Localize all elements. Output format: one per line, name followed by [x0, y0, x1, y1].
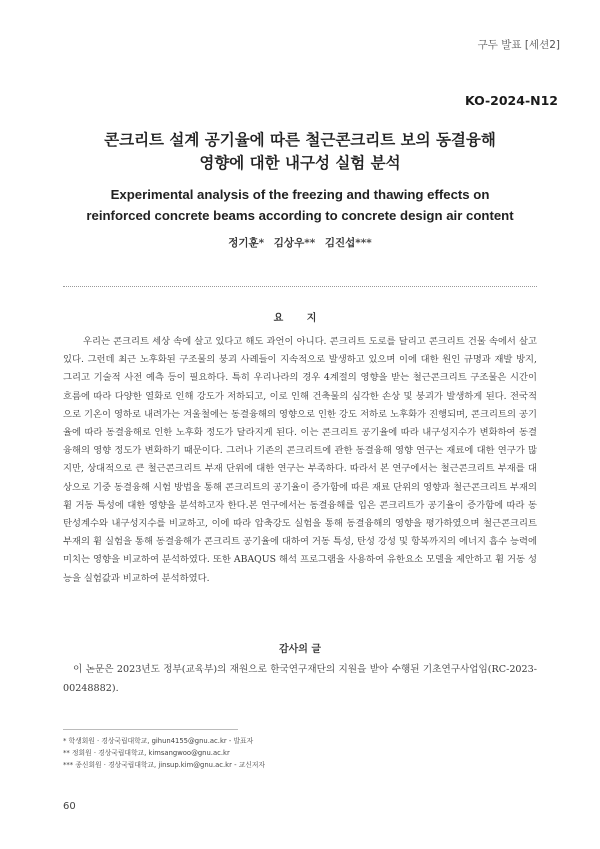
page-number: 60: [63, 801, 76, 812]
abstract-body: [63, 333, 537, 588]
session-label: 구두 발표 [세션2]: [477, 39, 560, 51]
acknowledgement-body: [63, 661, 537, 698]
abstract-paragraph: 우리는 콘크리트 세상 속에 살고 있다고 해도 과언이 아니다. 콘크리트 도로를 달리고 콘크리트 건물 속에서 살고 있다. 그런데 최근 노후화된 구조물의 붕괴 사례들이 지속적으로 발생하고 있으며 이에 대한 원인 규명과 재발 방지, 그리고 기술적 사전 예측 등이 필요하다. 특히 우리나라의 경우 4계절의 영향을 받는 철근콘크리트 구조물은 시간이 흐름에 따라 다양한 열화로 인해 강도가 저하되고, 이로 인해 건축물의 심각한 손상 및 붕괴가 발생하게 된다. 전국적으로 기온이 영하로 내려가는 겨울철에는 동결융해의 영향으로 인한 강도 저하로 노후화가 진행되며, 콘크리트의 공기율에 따라 동결융해로 인한 노후화 정도가 달라지게 된다. 이는 콘크리트 공기율에 따라 내구성지수가 변화하여 동결융해의 영향 정도가 변화하기 때문이다. 그러나 기존의 콘크리트에 관한 동결융해 영향 연구는 재료에 대한 연구가 많지만, 상대적으로 큰 철근콘크리트 부재 단위에 대한 연구는 부족하다. 따라서 본 연구에서는 철근콘크리트 부재를 대상으로 기중 동결융해 시험 방법을 통해 콘크리트의 공기율이 증가함에 따른 재료 단위의 영향과 철근콘크리트 부재의 휨 거동 특성에 대한 영향을 분석하고자 한다.본 연구에서는 동결융해를 입은 콘크리트가 공기율이 증가함에 따라 동탄성계수와 내구성지수를 비교하고, 이에 따라 압축강도 실험을 통해 동결융해의 영향을 평가하였으며 철근콘크리트 부재의 휨 실험을 통해 동결융해가 콘크리트 공기율에 대하여 거동 특성, 탄성 강성 및 항복까지의 에너지 흡수 능력에 미치는 영향을 비교하여 분석하였다. 또한 ABAQUS 해석 프로그램을 사용하여 유한요소 모델을 제안하고 휨 거동 성능을 실험값과 비교하여 분석하였다.: [63, 336, 537, 584]
abstract-heading: 요 지: [273, 313, 327, 324]
korean-title-line-1: 콘크리트 설계 공기율에 따른 철근콘크리트 보의 동결융해: [104, 131, 496, 149]
footnote-author-3: *** 종신회원 · 경상국립대학교, jinsup.kim@gnu.ac.kr - 교신저자: [63, 761, 265, 769]
header-divider: [63, 286, 537, 287]
korean-title-line-2: 영향에 대한 내구성 실험 분석: [199, 154, 401, 172]
english-title: [40, 184, 560, 226]
english-title-line-2: reinforced concrete beams according to concrete design air content: [86, 208, 514, 223]
acknowledgement-heading: 감사의 글: [278, 644, 322, 655]
acknowledgement-paragraph: 이 논문은 2023년도 정부(교육부)의 재원으로 한국연구재단의 지원을 받아 수행된 기초연구사업임(RC-2023-00248882).: [63, 664, 537, 694]
footnote-author-1: * 학생회원 · 경상국립대학교, gihun4155@gnu.ac.kr - 발표자: [63, 737, 254, 745]
korean-title: [40, 129, 560, 175]
english-title-line-1: Experimental analysis of the freezing and thawing effects on: [110, 187, 490, 202]
footnote-author-2: ** 정회원 · 경상국립대학교, kimsangwoo@gnu.ac.kr: [63, 749, 230, 757]
footnote-divider: [63, 729, 238, 730]
paper-code: KO-2024-N12: [464, 93, 558, 108]
footnotes: [63, 735, 265, 771]
author-list: 정기훈* 김상우** 김진섭***: [228, 237, 372, 249]
